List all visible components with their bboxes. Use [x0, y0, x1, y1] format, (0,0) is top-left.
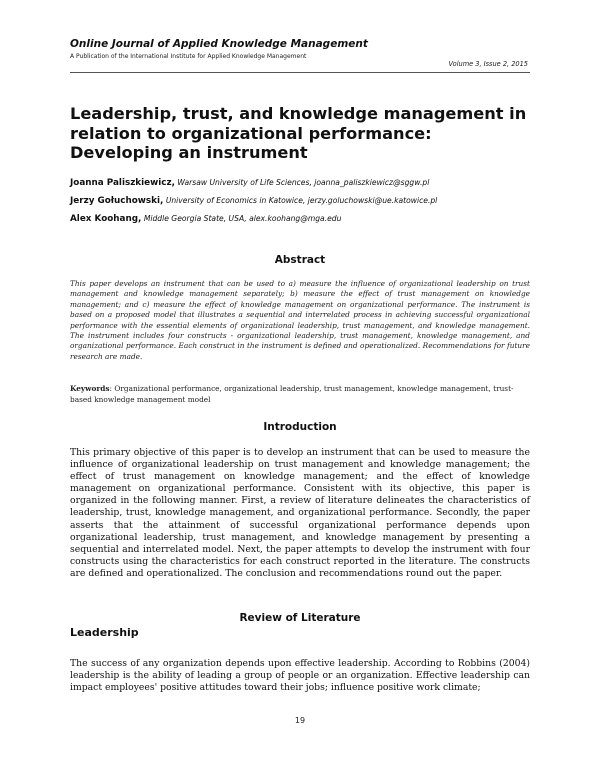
journal-subtitle: A Publication of the International Institute for Applied Knowledge Management: [70, 53, 307, 60]
author-name: Joanna Paliszkiewicz,: [70, 178, 175, 188]
author-line: [70, 178, 429, 188]
keywords-list: : Organizational performance, organizational leadership, trust management, knowledge management, trust-based knowledge management model: [70, 384, 514, 404]
leadership-subheading: Leadership: [70, 626, 139, 639]
author-affiliation: University of Economics in Katowice, jerzy.goluchowski@ue.katowice.pl: [165, 196, 438, 205]
review-text: The success of any organization depends upon effective leadership. According to Robbins (2004) leadership is the ability of leading a group of people or an organization. Effective leadership can impact employees' positive attitudes toward their jobs; influence positive work climate;: [70, 658, 530, 694]
author-affiliation: Warsaw University of Life Sciences, joanna_paliszkiewicz@sggw.pl: [177, 178, 430, 187]
introduction-text: This primary objective of this paper is to develop an instrument that can be used to measure the influence of organizational leadership on trust management and knowledge management; the effect of trust management on knowledge management; and the effect of knowledge management on organizational performance. Consistent with its objective, this paper is organized in the following manner. First, a review of literature delineates the characteristics of leadership, trust, knowledge management, and organizational performance. Secondly, the paper asserts that the attainment of successful organizational performance depends upon organizational leadership, trust management, and knowledge management by presenting a sequential and interrelated model. Next, the paper attempts to develop the instrument with four constructs using the characteristics for each construct reported in the literature. The constructs are defined and operationalized. The conclusion and recommendations round out the paper.: [70, 447, 530, 579]
abstract-text: This paper develops an instrument that can be used to a) measure the influence of organizational leadership on trust management and knowledge management separately; b) measure the effect of trust management on knowledge management; and c) measure the effect of knowledge management on organizational performance. The instrument is based on a proposed model that illustrates a sequential and interrelated process in achieving successful organizational performance with the essential elements of organizational leadership, trust management, and knowledge management. The instrument includes four constructs - organizational leadership, trust management, knowledge management, and organizational performance. Each construct in the instrument is defined and operationalized. Recommendations for future research are made.: [70, 279, 530, 361]
author-name: Alex Koohang,: [70, 214, 142, 224]
author-line: [70, 214, 341, 224]
header-rule: [70, 72, 530, 73]
paper-title: Leadership, trust, and knowledge management in relation to organizational performance: Developing an instrument: [70, 104, 527, 162]
journal-title: Online Journal of Applied Knowledge Management: [70, 38, 368, 50]
author-name: Jerzy Gołuchowski,: [70, 196, 164, 206]
author-line: [70, 196, 437, 206]
keywords: [70, 384, 530, 405]
introduction-heading: Introduction: [263, 421, 337, 433]
review-heading: Review of Literature: [239, 612, 361, 624]
author-affiliation: Middle Georgia State, USA, alex.koohang@mga.edu: [143, 214, 342, 223]
keywords-label: Keywords: [70, 384, 110, 393]
abstract-heading: Abstract: [274, 254, 326, 266]
page-number: 19: [294, 716, 306, 725]
volume-issue: Volume 3, Issue 2, 2015: [448, 60, 528, 68]
